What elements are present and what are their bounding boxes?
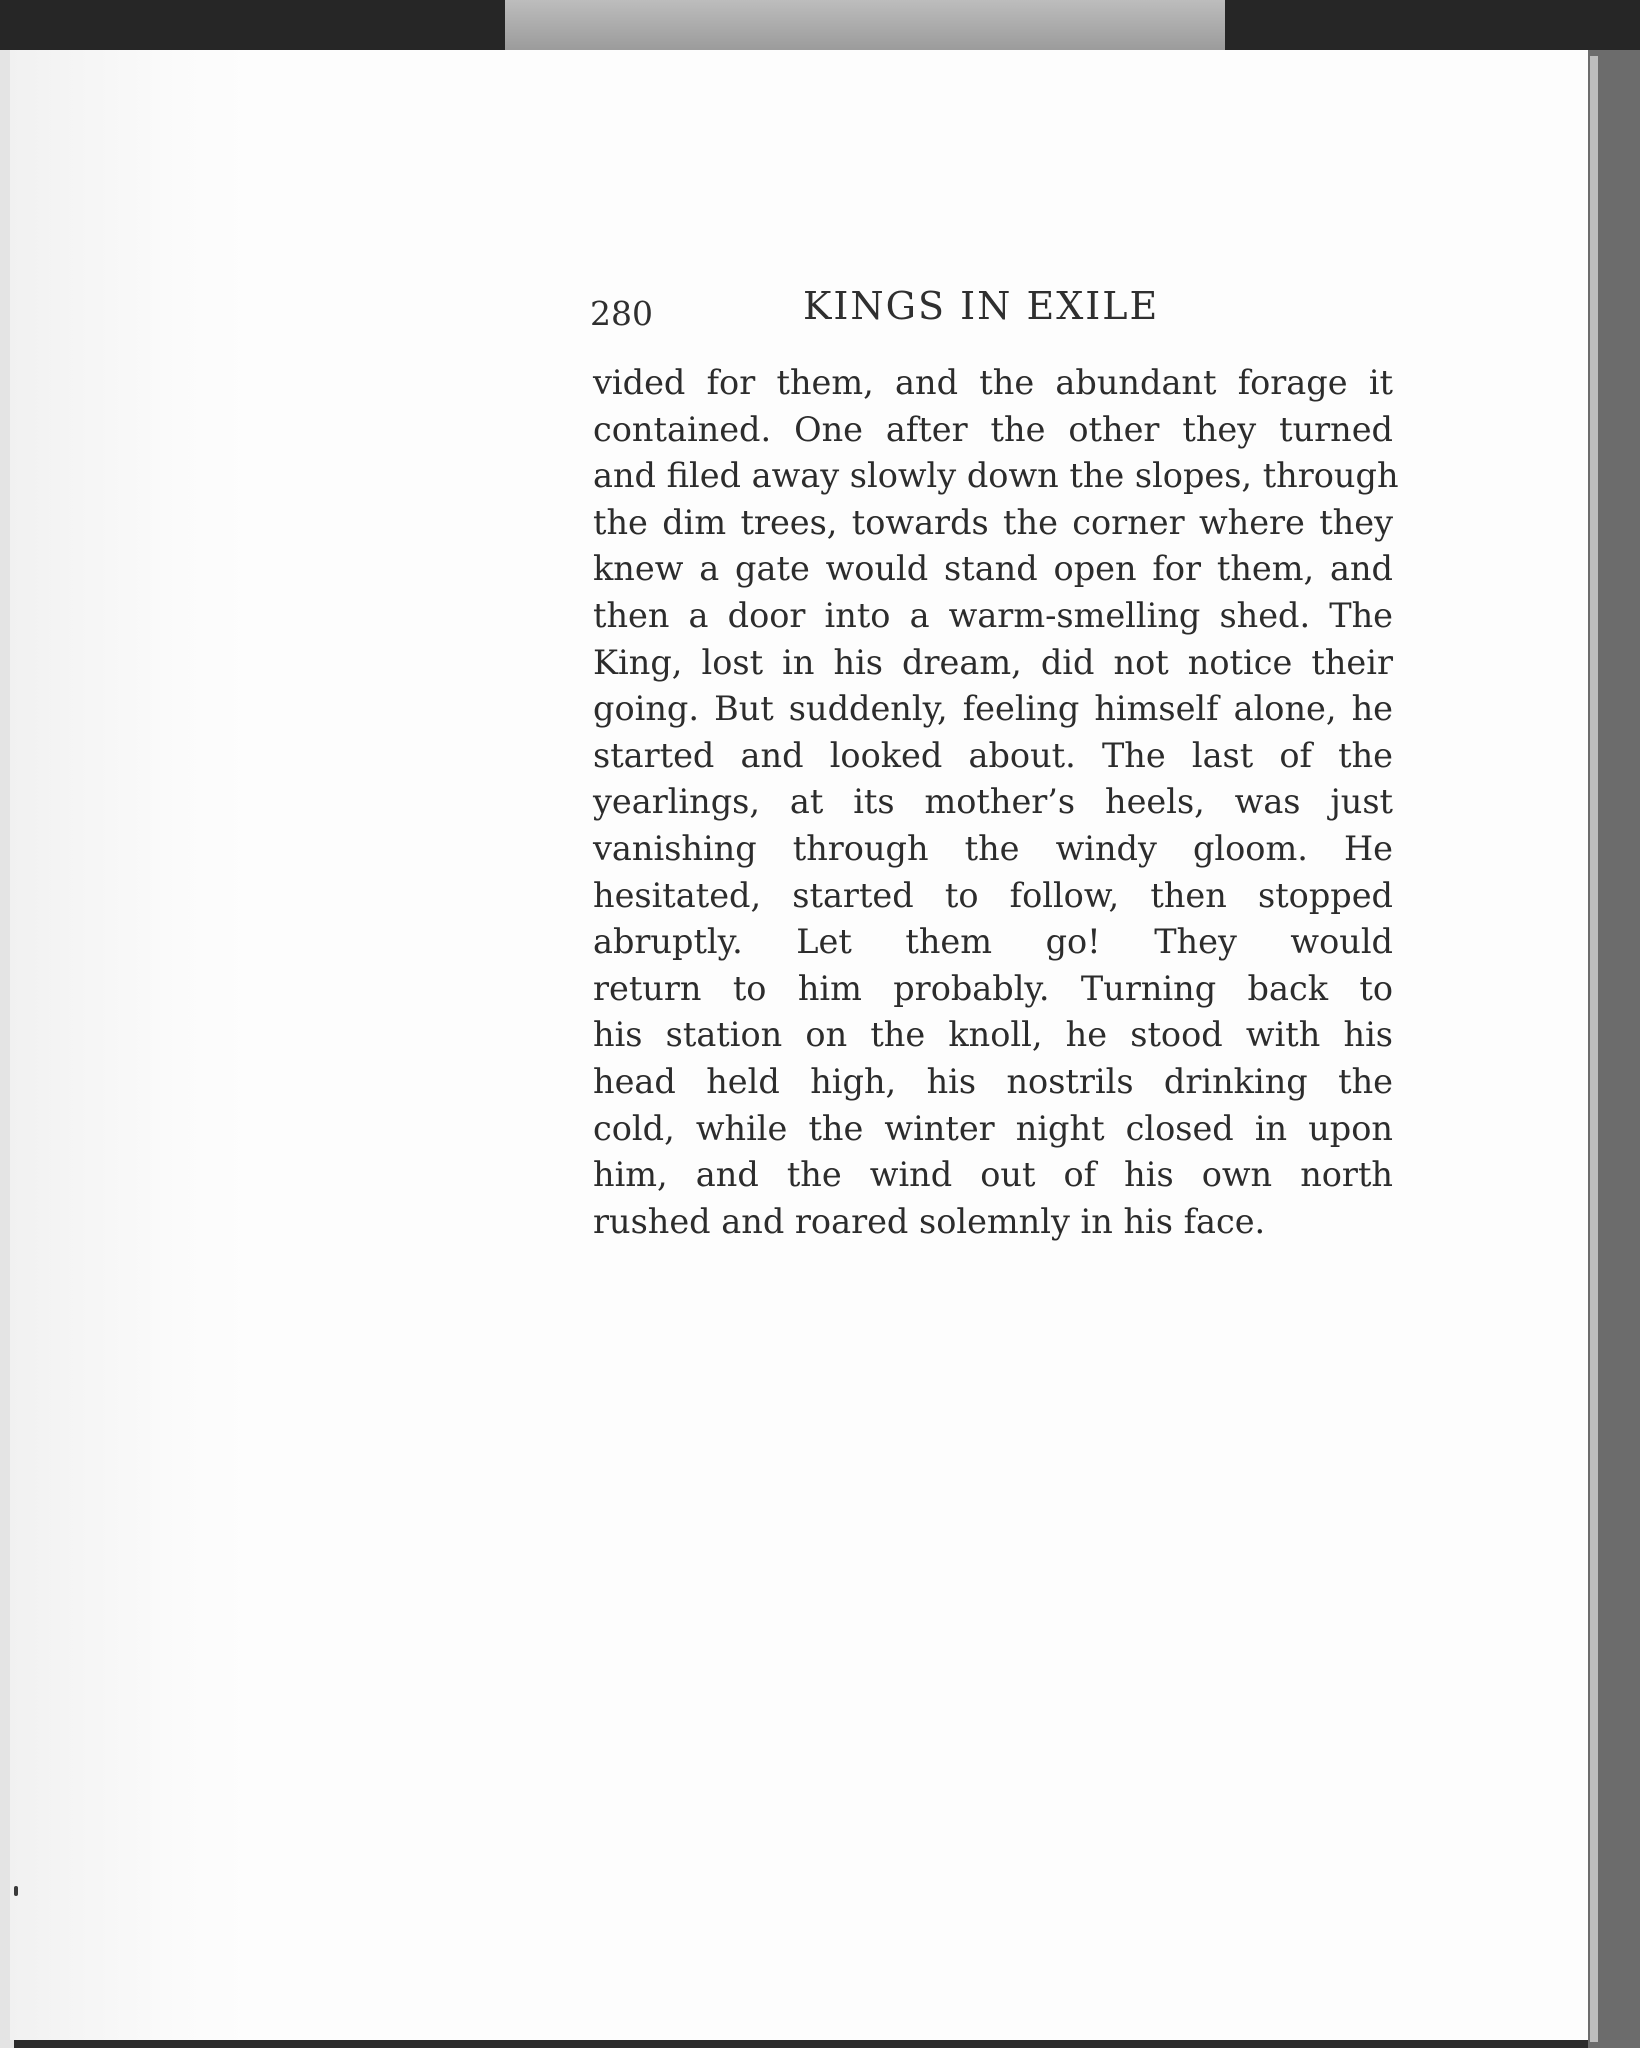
text-line: abruptly. Let them go! They would [593, 922, 1393, 962]
page-edge-highlight [1590, 56, 1598, 2042]
scan-speck [14, 1886, 18, 1896]
text-line: started and looked about. The last of the [593, 735, 1393, 775]
scan-top-tab [505, 0, 1225, 52]
page-fold-shadow [10, 50, 250, 2040]
running-head [590, 284, 1190, 344]
page-number: 280 [590, 294, 653, 333]
text-line-last: rushed and roared solemnly in his face. [593, 1201, 1266, 1241]
text-line: yearlings, at its mother’s heels, was just [593, 782, 1393, 822]
text-line: contained. One after the other they turned [593, 409, 1393, 449]
text-line: his station on the knoll, he stood with his [593, 1015, 1393, 1055]
text-line: vided for them, and the abundant forage it [593, 363, 1393, 402]
text-line: and filed away slowly down the slopes, through [593, 456, 1399, 496]
running-title: KINGS IN EXILE [803, 284, 1160, 328]
text-line: going. But suddenly, feeling himself alone, he [593, 689, 1393, 729]
text-line: him, and the wind out of his own north [593, 1155, 1393, 1195]
body-text [593, 360, 1399, 1245]
text-line: knew a gate would stand open for them, and [593, 549, 1393, 589]
text-line: vanishing through the windy gloom. He [593, 828, 1393, 868]
text-line: then a door into a warm-smelling shed. The [593, 595, 1393, 635]
text-line: head held high, his nostrils drinking the [593, 1061, 1393, 1101]
text-line: King, lost in his dream, did not notice their [593, 642, 1393, 682]
text-line: the dim trees, towards the corner where they [593, 502, 1393, 542]
text-line: cold, while the winter night closed in upon [593, 1108, 1393, 1148]
text-line: hesitated, started to follow, then stopped [593, 875, 1393, 915]
text-line: return to him probably. Turning back to [593, 968, 1393, 1008]
